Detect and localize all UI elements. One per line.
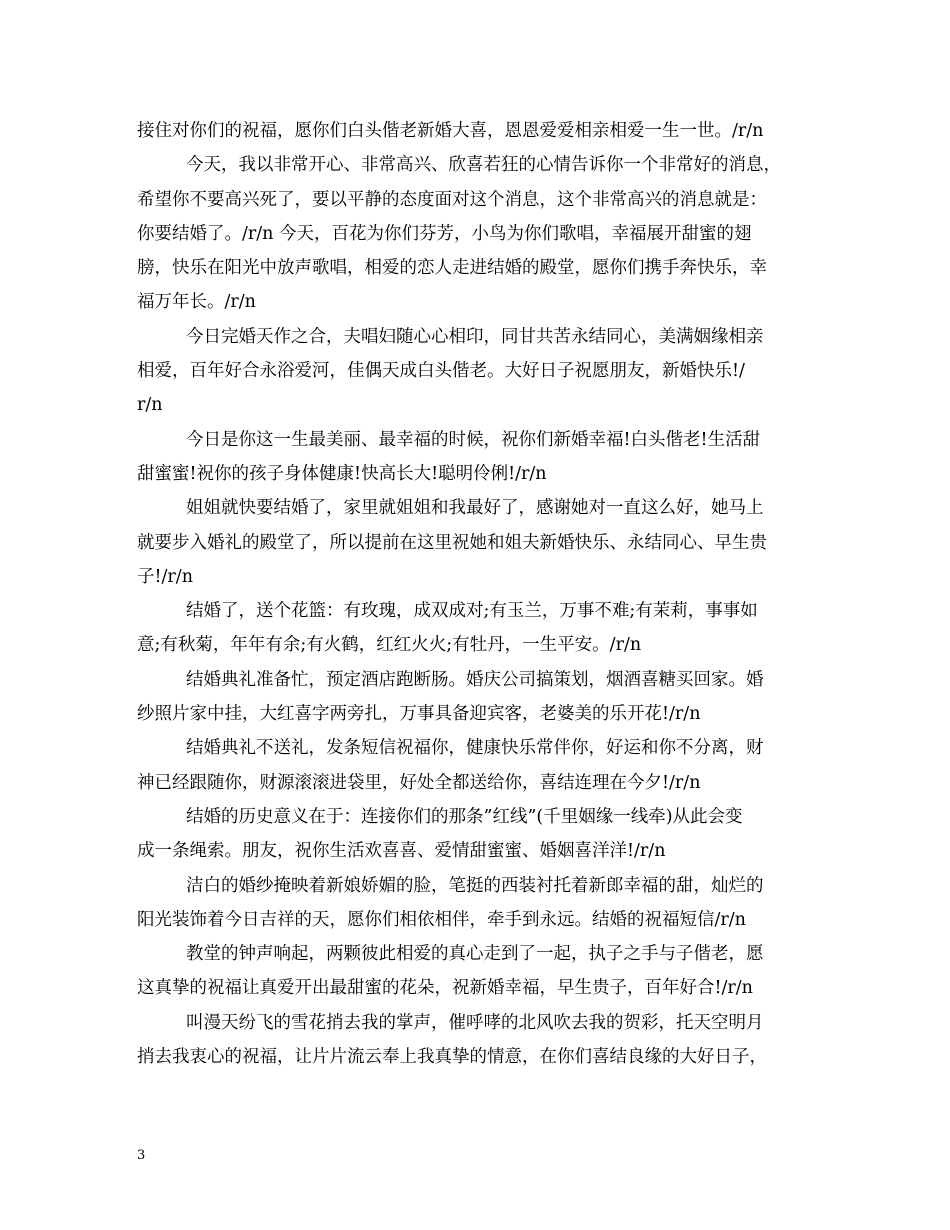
- text-line: 甜蜜蜜!祝你的孩子身体健康!快高长大!聪明伶俐!/r/n: [137, 463, 547, 484]
- paragraph-first-line: 今日是你这一生最美丽、最幸福的时候，祝你们新婚幸福!白头偕老!生活甜: [186, 429, 761, 450]
- text-line: 阳光装饰着今日吉祥的天，愿你们相依相伴，牵手到永远。结婚的祝福短信/r/n: [137, 909, 746, 930]
- page-number: 3: [137, 1148, 146, 1163]
- text-line: 这真挚的祝福让真爱开出最甜蜜的花朵，祝新婚幸福，早生贵子，百年好合!/r/n: [137, 978, 753, 999]
- text-line: 接住对你们的祝福，愿你们白头偕老新婚大喜，恩恩爱爱相亲相爱一生一世。/r/n: [137, 121, 764, 141]
- text-line: 意;有秋菊，年年有余;有火鹤，红红火火;有牡丹，一生平安。/r/n: [137, 635, 642, 656]
- paragraph-first-line: 叫漫天纷飞的雪花捎去我的掌声，催呼哮的北风吹去我的贺彩，托天空明月: [186, 1012, 764, 1033]
- paragraph-first-line: 结婚了，送个花篮：有玫瑰，成双成对;有玉兰，万事不难;有茉莉，事事如: [186, 601, 758, 622]
- text-line: 子!/r/n: [137, 566, 193, 587]
- text-line: 就要步入婚礼的殿堂了，所以提前在这里祝她和姐夫新婚快乐、永结同心、早生贵: [137, 532, 767, 553]
- text-line: 神已经跟随你，财源滚滚进袋里，好处全都送给你，喜结连理在今夕!/r/n: [137, 772, 701, 793]
- paragraph-first-line: 结婚典礼准备忙，预定酒店跑断肠。婚庆公司搞策划，烟酒喜糖买回家。婚: [186, 669, 764, 690]
- text-line: 希望你不要高兴死了，要以平静的态度面对这个消息，这个非常高兴的消息就是：: [137, 189, 767, 210]
- text-line: 福万年长。/r/n: [137, 292, 256, 313]
- paragraph-first-line: 结婚典礼不送礼，发条短信祝福你，健康快乐常伴你，好运和你不分离，财: [186, 738, 764, 759]
- text-line: 你要结婚了。/r/n 今天，百花为你们芬芳，小鸟为你们歌唱，幸福展开甜蜜的翅: [137, 223, 752, 244]
- paragraph-first-line: 洁白的婚纱掩映着新娘娇媚的脸，笔挺的西装衬托着新郎幸福的甜，灿烂的: [186, 875, 764, 896]
- paragraph-first-line: 姐姐就快要结婚了，家里就姐姐和我最好了，感谢她对一直这么好，她马上: [186, 498, 764, 519]
- text-line: 相爱，百年好合永浴爱河，佳偶天成白头偕老。大好日子祝愿朋友，新婚快乐!/: [137, 361, 745, 382]
- text-line: 纱照片家中挂，大红喜字两旁扎，万事具备迎宾客，老婆美的乐开花!/r/n: [137, 704, 701, 725]
- text-line: 成一条绳索。朋友，祝你生活欢喜喜、爱情甜蜜蜜、婚姻喜洋洋!/r/n: [137, 841, 666, 862]
- text-line: 捎去我衷心的祝福，让片片流云奉上我真挚的情意，在你们喜结良缘的大好日子，: [137, 1047, 767, 1068]
- text-line: 膀，快乐在阳光中放声歌唱，相爱的恋人走进结婚的殿堂，愿你们携手奔快乐，幸: [137, 258, 767, 279]
- paragraph-first-line: 今日完婚天作之合，夫唱妇随心心相印，同甘共苦永结同心，美满姻缘相亲: [186, 326, 764, 347]
- paragraph-first-line: 教堂的钟声响起，两颗彼此相爱的真心走到了一起，执子之手与子偕老，愿: [186, 944, 764, 965]
- paragraph-first-line: 结婚的历史意义在于：连接你们的那条”红线”(千里姻缘一线牵)从此会变: [186, 806, 743, 827]
- paragraph-first-line: 今天，我以非常开心、非常高兴、欣喜若狂的心情告诉你一个非常好的消息，: [186, 155, 781, 176]
- document-body: [137, 114, 827, 1074]
- text-line: r/n: [137, 395, 163, 416]
